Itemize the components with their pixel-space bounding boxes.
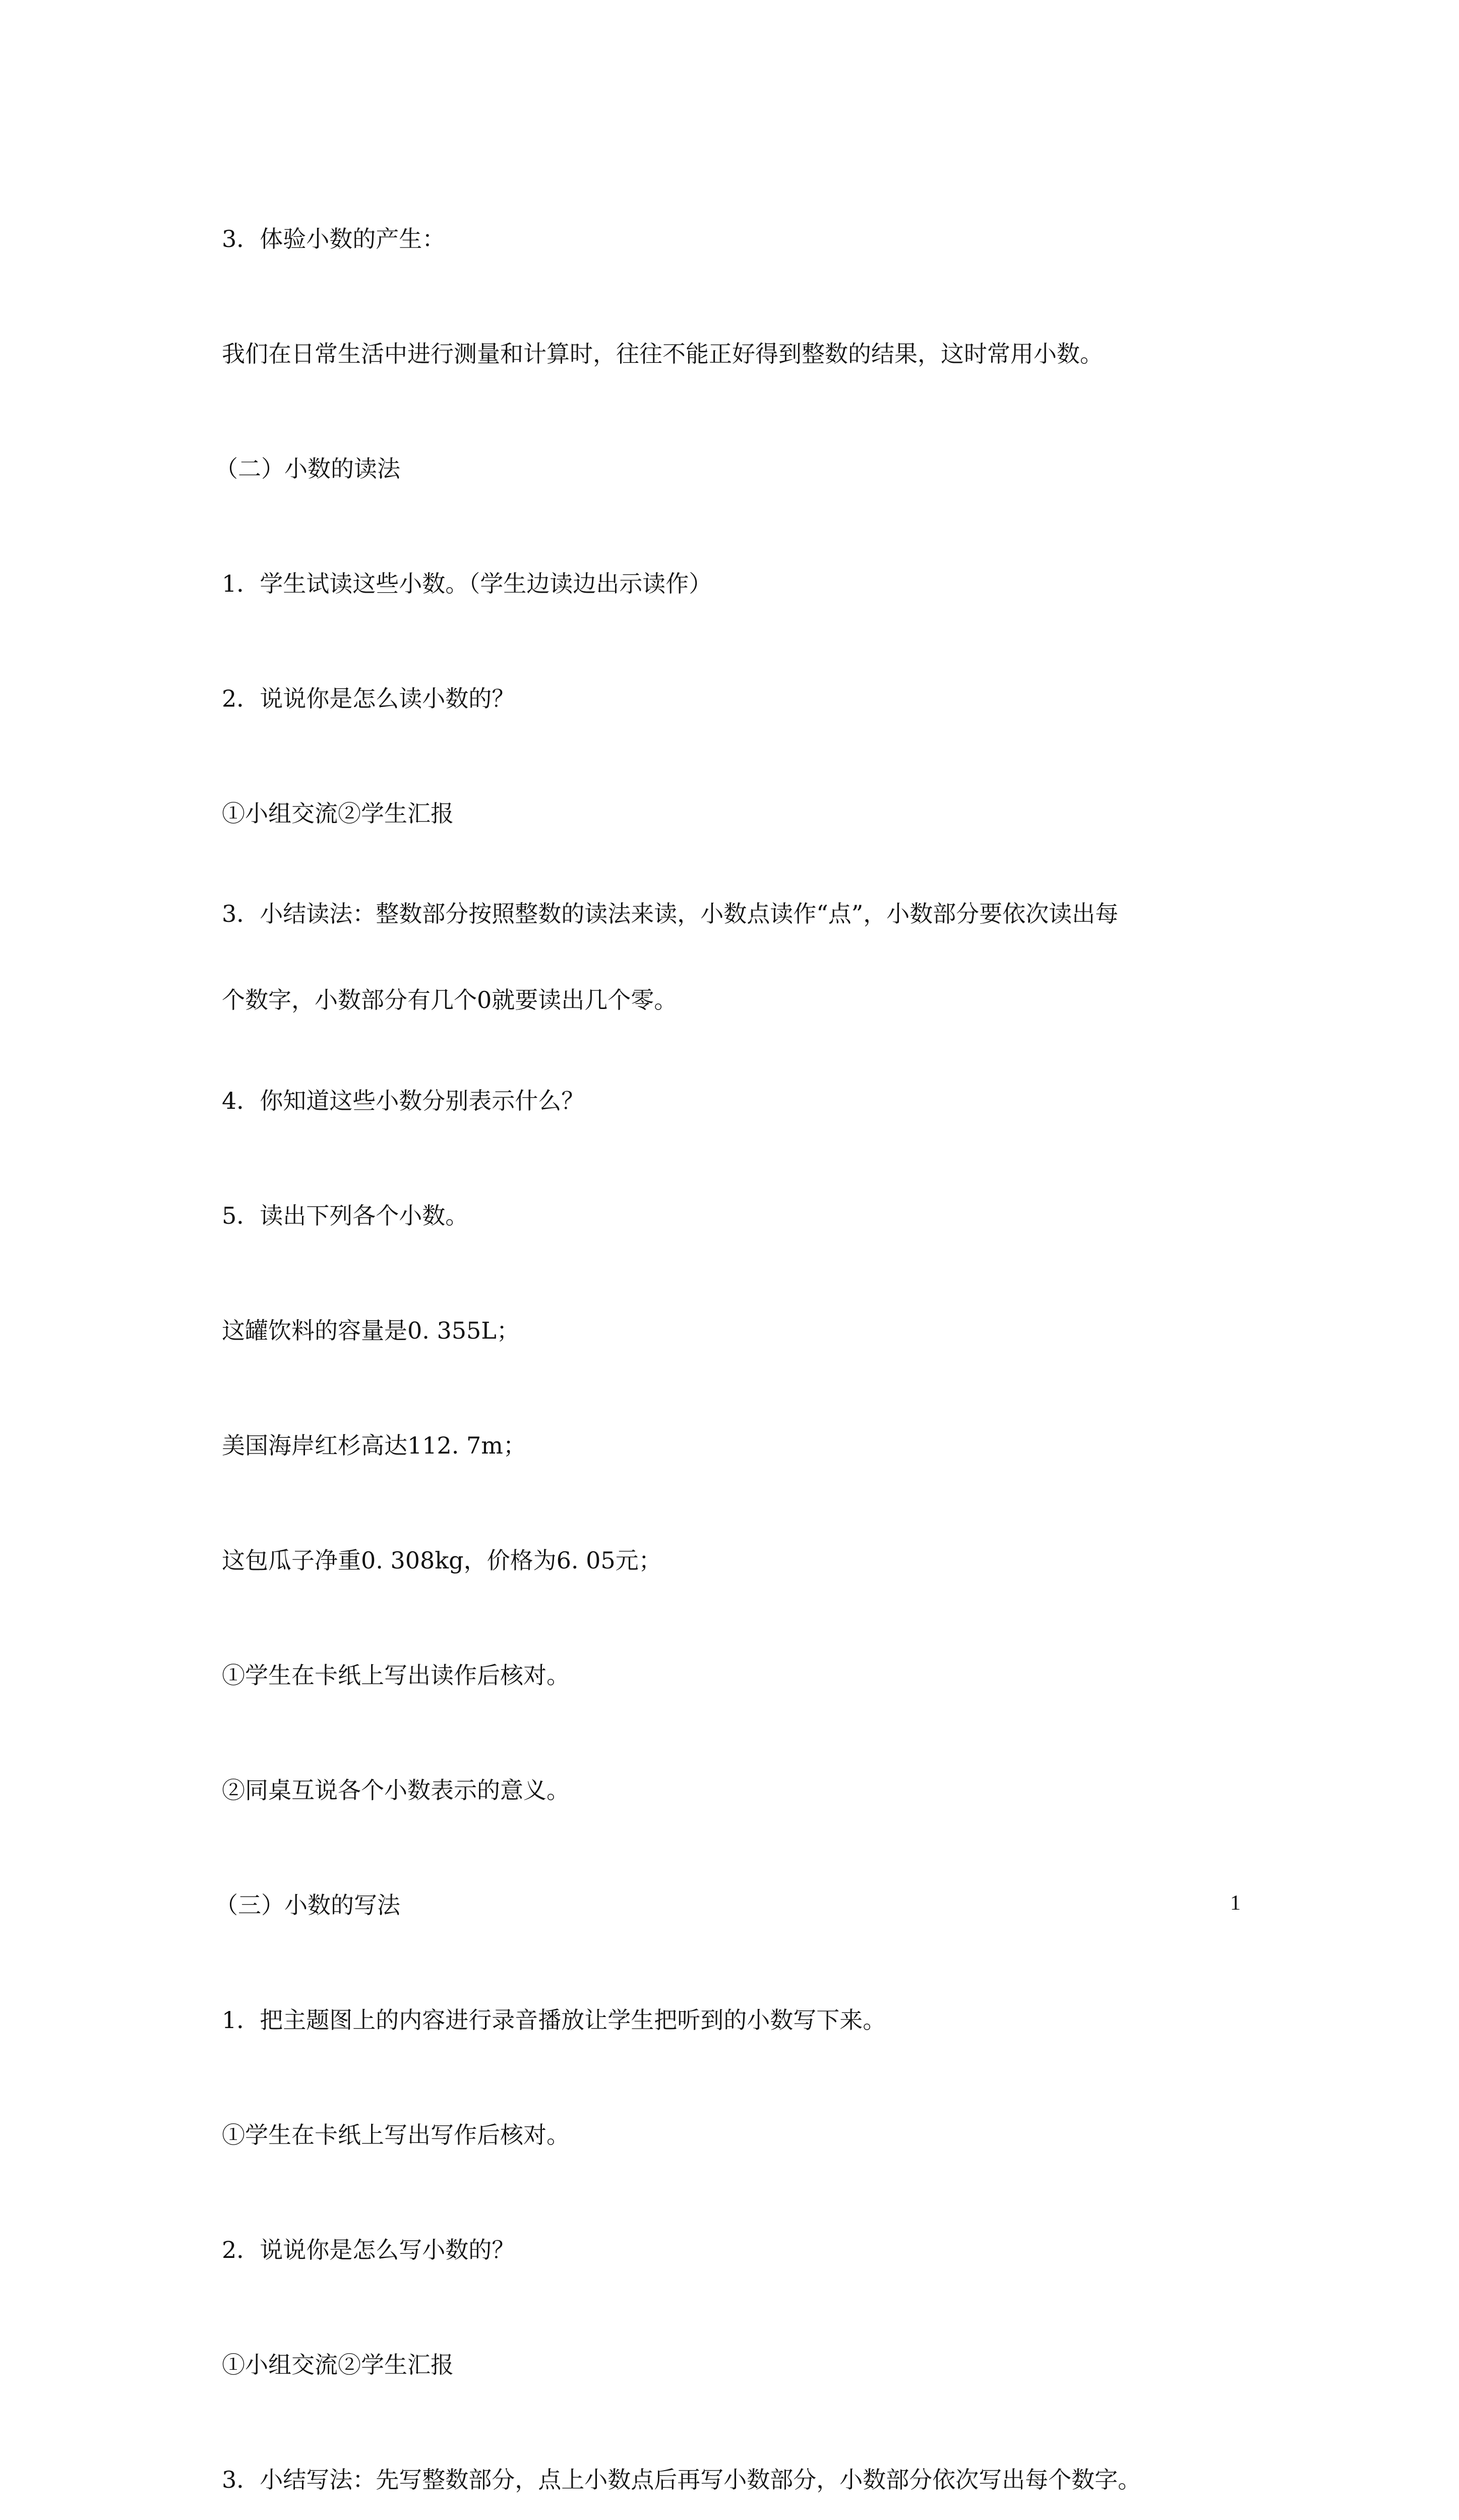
text-line: 3．小结读法：整数部分按照整数的读法来读，小数点读作“点”，小数部分要依次读出每	[222, 900, 1119, 927]
text-line: 1．把主题图上的内容进行录音播放让学生把听到的小数写下来。	[222, 2006, 886, 2034]
section-heading: （三）小数的写法	[215, 1892, 400, 1919]
text-line: ①小组交流②学生汇报	[222, 2351, 454, 2378]
text-line: ①学生在卡纸上写出读作后核对。	[222, 1662, 570, 1689]
text-line: 这罐饮料的容量是0. 355L；	[222, 1317, 520, 1344]
text-line: 2．说说你是怎么读小数的？	[222, 685, 515, 712]
section-heading: （二）小数的读法	[215, 455, 400, 482]
text-line: ①小组交流②学生汇报	[222, 800, 454, 827]
text-line: 5．读出下列各个小数。	[222, 1202, 469, 1229]
text-line: 个数字，小数部分有几个0就要读出几个零。	[222, 986, 678, 1014]
document-body	[215, 181, 1301, 2520]
text-line: 3．小结写法：先写整数部分，点上小数点后再写小数部分，小数部分依次写出每个数字。	[222, 2466, 1141, 2493]
text-line: 这包瓜子净重0. 308kg，价格为6. 05元；	[222, 1547, 662, 1574]
text-line: 1．学生试读这些小数。（学生边读边出示读作）	[222, 570, 712, 597]
text-line: 2．说说你是怎么写小数的？	[222, 2236, 515, 2263]
text-line: 我们在日常生活中进行测量和计算时，往往不能正好得到整数的结果，这时常用小数。	[222, 340, 1103, 367]
text-line: ②同桌互说各个小数表示的意义。	[222, 1777, 570, 1804]
text-line: 4．你知道这些小数分别表示什么？	[222, 1087, 585, 1114]
page-number: 1	[1230, 1892, 1241, 1915]
text-line: ①学生在卡纸上写出写作后核对。	[222, 2121, 570, 2149]
text-line: 美国海岸红杉高达112. 7m；	[222, 1432, 526, 1459]
text-line: 3．体验小数的产生：	[222, 225, 446, 253]
